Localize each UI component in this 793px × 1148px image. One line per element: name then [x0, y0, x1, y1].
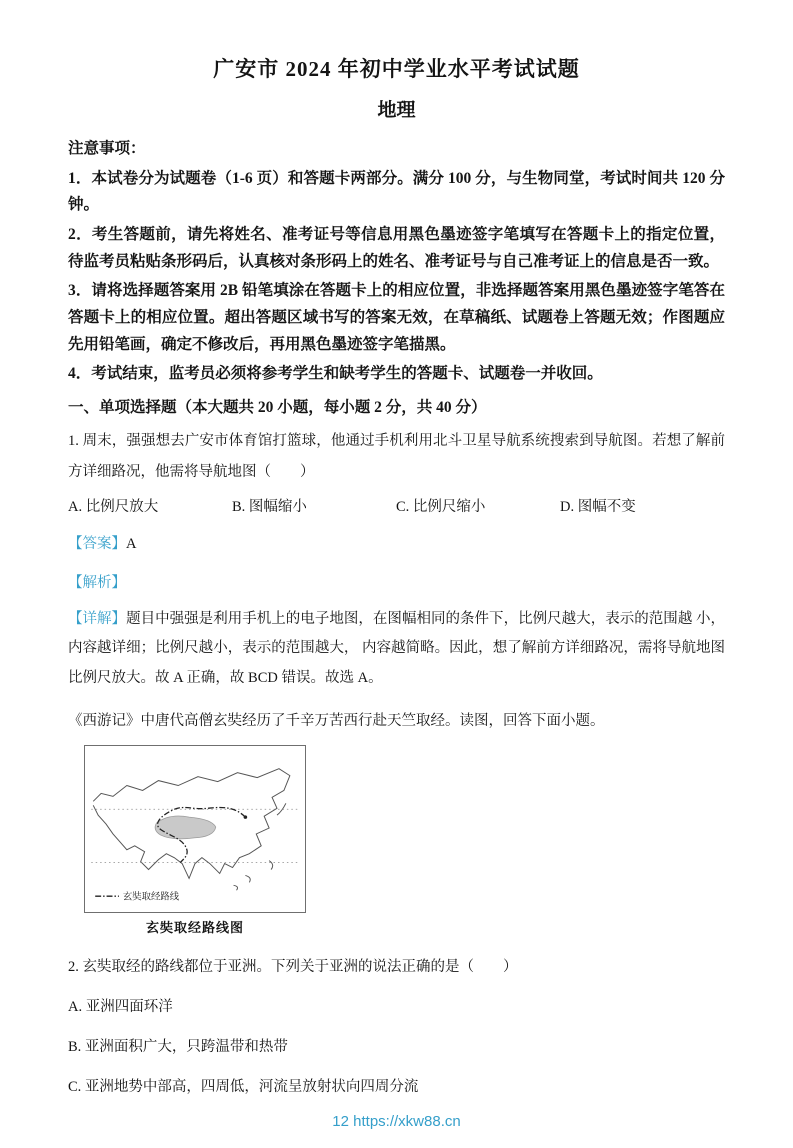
- plateau-shade: [155, 816, 216, 839]
- notice-item-1: 1．本试卷分为试题卷（1-6 页）和答题卡两部分。满分 100 分，与生物同堂，考试时间共 120 分钟。: [68, 169, 725, 214]
- analysis-label: 【解析】: [68, 574, 126, 591]
- notice-item-3: 3．请将选择题答案用 2B 铅笔填涂在答题卡上的相应位置，非选择题答案用黑色墨迹签字笔答在答题卡上的相应位置。超出答题区域书写的答案无效，在草稿纸、试题卷上答题无效；作图题应先用铅笔画，确定不修改后，再用黑色墨迹签字笔描黑。: [68, 282, 725, 353]
- page-footer-link: 12 https://xkw88.cn: [332, 1113, 461, 1131]
- notice-item-2: 2．考生答题前，请先将姓名、准考证号等信息用黑色墨迹签字笔填写在答题卡上的指定位置，待监考员粘贴条形码后，认真核对条形码上的姓名、准考证号与自己准考证上的信息是否一致。: [68, 225, 725, 270]
- option-a: A. 比例尺放大: [68, 499, 159, 516]
- detail-text: 题目中强强是利用手机上的电子地图，在图幅相同的条件下，比例尺越大，表示的范围越 小，内容越详细；比例尺越小，表示的范围越大， 内容越简略。因此，想了解前方详细路况，需将导航地图比例尺放大。故 A 正确，故 BCD 错误。故选 A。: [68, 610, 725, 687]
- map-block: [84, 745, 306, 936]
- question-2-option-a: A. 亚洲四面环洋: [68, 999, 173, 1016]
- answer-value: A: [126, 536, 137, 553]
- question-2-option-b: B. 亚洲面积广大，只跨温带和热带: [68, 1039, 288, 1056]
- notice-heading: 注意事项：: [68, 140, 146, 158]
- answer-label: 【答案】: [68, 536, 126, 553]
- option-d: D. 图幅不变: [560, 499, 636, 516]
- detail-label: 【详解】: [68, 610, 127, 627]
- detail-paragraph: [68, 605, 725, 694]
- page-subject: 地理: [377, 100, 416, 122]
- question-1-options: [68, 496, 725, 519]
- question-1-stem: 1. 周末，强强想去广安市体育馆打篮球，他通过手机利用北斗卫星导航系统搜索到导航图。若想了解前方详细路况，他需将导航地图（ ）: [68, 432, 725, 480]
- option-b: B. 图幅缩小: [232, 499, 307, 516]
- notice-section: [68, 136, 725, 388]
- section-heading: 一、单项选择题（本大题共 20 小题，每小题 2 分，共 40 分）: [68, 398, 487, 416]
- map-caption: 玄奘取经路线图: [145, 920, 244, 936]
- question-2-stem: 2. 玄奘取经的路线都位于亚洲。下列关于亚洲的说法正确的是（ ）: [68, 959, 518, 976]
- legend-label: 玄奘取经路线: [122, 893, 180, 904]
- answer-line: [68, 533, 725, 556]
- question-2-option-c: C. 亚洲地势中部高，四周低，河流呈放射状向四周分流: [68, 1078, 419, 1095]
- passage-text: 《西游记》中唐代高僧玄奘经历了千辛万苦西行赴天竺取经。读图，回答下面小题。: [68, 712, 605, 729]
- option-c: C. 比例尺缩小: [396, 499, 486, 516]
- route-start-dot: [244, 816, 248, 820]
- page-title: 广安市 2024 年初中学业水平考试试题: [213, 57, 580, 81]
- notice-item-4: 4．考试结束，监考员必须将参考学生和缺考学生的答题卡、试题卷一并收回。: [68, 365, 603, 383]
- xuanzang-route-map: [84, 745, 306, 913]
